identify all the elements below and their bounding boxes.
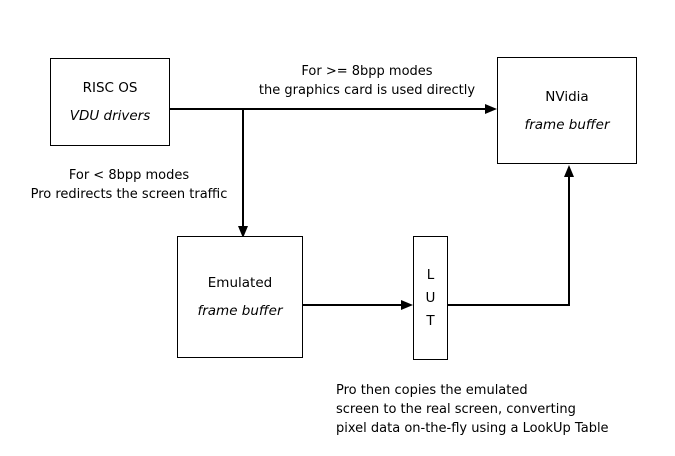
box-lut: [413, 236, 448, 360]
caption-bottom-line2: screen to the real screen, converting: [336, 402, 576, 417]
box-nvidia-title: NVidia: [545, 88, 589, 105]
arrowhead-nvidia-bottom: [564, 165, 574, 177]
box-nvidia-subtitle: frame buffer: [524, 116, 610, 133]
caption-bottom: [336, 381, 666, 438]
lut-letter-t: T: [426, 312, 435, 329]
arrowhead-nvidia: [485, 104, 497, 114]
box-risc-os-subtitle: VDU drivers: [69, 108, 151, 124]
box-risc-os: [50, 58, 170, 146]
lut-letter-u: U: [425, 289, 436, 306]
caption-bottom-line1: Pro then copies the emulated: [336, 383, 528, 398]
box-emulated-frame-buffer: [177, 236, 303, 358]
box-emulated-title: Emulated: [207, 275, 273, 291]
caption-top: [247, 62, 487, 100]
caption-bottom-line3: pixel data on-the-fly using a LookUp Table: [336, 421, 609, 436]
caption-left: [18, 166, 240, 204]
box-nvidia: [497, 57, 637, 164]
arrowhead-lut: [401, 300, 413, 310]
caption-left-line2: Pro redirects the screen traffic: [30, 187, 228, 202]
caption-top-line2: the graphics card is used directly: [258, 83, 476, 98]
lut-letter-l: L: [426, 266, 435, 283]
caption-top-line1: For >= 8bpp modes: [301, 64, 433, 79]
box-risc-os-title: RISC OS: [82, 80, 138, 96]
box-emulated-subtitle: frame buffer: [197, 303, 283, 319]
caption-left-line1: For < 8bpp modes: [68, 168, 190, 183]
